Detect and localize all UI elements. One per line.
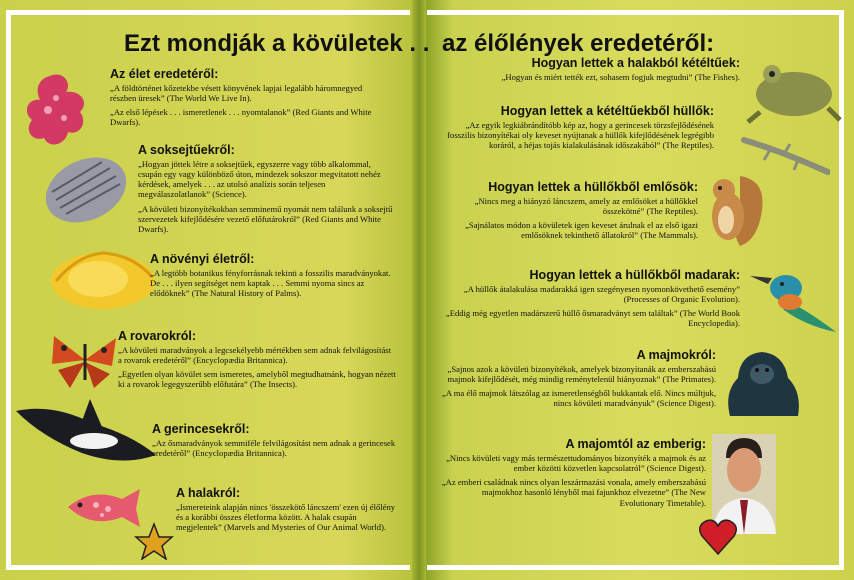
quote: „Eddig még egyetlen madárszerű hüllő ősmaradványt sem találtak” (The World Book Encyclopedia). — [445, 308, 740, 329]
quote: „A legtöbb botanikus fényforrásnak tekinti a fosszilis maradványokat. De . . . ilyen segítséget nem kaptak . . . Semmi nyoma sincs az elődöknek” (The Natural History of Palms). — [150, 268, 391, 299]
gorilla-illustration — [722, 348, 804, 420]
section-heading: Hogyan lettek a hüllőkből madarak: — [529, 268, 740, 282]
section-fish — [176, 486, 396, 536]
squirrel-illustration — [700, 170, 768, 250]
section-heading: Hogyan lettek a hüllőkből emlősök: — [488, 180, 698, 194]
starfish-illustration — [134, 522, 174, 560]
section-heading: Hogyan lettek a kétéltűekből hüllők: — [500, 104, 714, 118]
right-page-title: az élőlények eredetéről: — [442, 30, 715, 57]
quote: „A hüllők átalakulása madarakká igen szegényesen nyomonkövethető esemény” (Processes of Organic Evolution). — [463, 284, 740, 305]
quote: „A kövületi bizonyítékokban semminemű nyomát nem találunk a soksejtű szervezetek kifejlődésére vezető előfutárokról” (Red Giants and White Dwarfs). — [138, 203, 393, 234]
section-heading: Az élet eredetéről: — [110, 67, 219, 81]
quote: „Hogyan és miért tették ezt, sohasem fogjuk megtudni” (The Fishes). — [501, 72, 740, 82]
section-reptiles-to-mammals — [440, 180, 698, 245]
section-origin-of-life — [110, 67, 385, 132]
heart-illustration — [698, 518, 738, 556]
quote: „Az ősmaradványok semmiféle felvilágosítást nem adnak a gerincesek eredetéről” (Encyclopædia Britannica). — [152, 438, 396, 459]
quote: „Az egyik legkiábrándítóbb kép az, hogy a gerincesek törzsfejlődésének fosszilis bizonyítékai oly keveset nyújtanak a hüllők kifejlődésének legrégibb koráról, a héjas tojás kialakulásának időszakából” (The Reptiles). — [447, 120, 714, 151]
killer-whale-illustration — [12, 393, 160, 473]
quote: „Sajnos azok a kövületi bizonyítékok, amelyek bizonyítanák az emberszabású majmok kifejlődését, még mindig reménytelenül hiányoznak” (The Primates). — [447, 364, 716, 385]
section-heading: A majmokról: — [636, 348, 716, 362]
section-multicellular — [138, 143, 396, 238]
section-vertebrates — [152, 422, 396, 462]
quote: „Egyetlen olyan kövület sem ismeretes, amelyből megtudhatnánk, hogyan nézett ki a rovarok legegyszerűbb előfutára” (The Insects). — [118, 369, 396, 390]
quote: „Sajnálatos módon a kövületek igen keveset árulnak el az első igazi emlősöknek tekinthető állatokról” (The Mammals). — [465, 220, 698, 241]
quote: „Hogyan jöttek létre a soksejtűek, egyszerre vagy több alkalommal, csupán egy vagy különböző úton, mindezek sokszor megvitatott nehéz kérdések, amelyek . . . az utolsó analízis során teljesen megválaszolatlanok” (Science). — [138, 159, 381, 200]
section-heading: A halakról: — [176, 486, 241, 500]
fish-illustration — [62, 485, 142, 531]
quote: „Ismereteink alapján nincs 'összekötő láncszem' ezen új élőlény és a korábbi összes életforma között. A halak csupán megjelentek” (Marvels and Mysteries of Our Animal World). — [176, 502, 396, 533]
section-heading: A gerincesekről: — [152, 422, 250, 436]
microorganism-illustration — [20, 70, 92, 152]
section-heading: A soksejtűekről: — [138, 143, 235, 157]
quote: „A ma élő majmok látszólag az ismeretlenségből bukkantak elő. Nincs múltjuk, nincs kövületi maradványuk” (Science Digest). — [442, 388, 716, 409]
section-amphibians-to-reptiles — [440, 104, 714, 154]
section-plant-life — [150, 252, 396, 302]
quote: „Nincs meg a hiányzó láncszem, amely az emlősöket a hüllőkkel összekötné” (The Reptiles). — [474, 196, 698, 217]
quote: „A kövületi maradványok a legcsekélyebb mértékben sem adnak felvilágosítást a rovarok eredetéről” (Encyclopædia Britannica). — [118, 345, 391, 366]
left-page-title: Ezt mondják a kövületek . . — [124, 30, 430, 57]
section-apes — [440, 348, 716, 413]
section-heading: Hogyan lettek a halakból kétéltűek: — [531, 56, 740, 70]
section-heading: A rovarokról: — [118, 329, 197, 343]
kingfisher-bird-illustration — [746, 266, 846, 338]
yellow-flower-illustration — [48, 245, 158, 313]
frog-illustration — [746, 58, 842, 124]
section-insects — [118, 329, 396, 394]
trilobite-fossil-illustration — [40, 150, 132, 230]
section-heading: A majomtól az emberig: — [565, 437, 706, 451]
quote: „Nincs kövületi vagy más természettudományos bizonyíték a majmok és az ember közötti közvetlen kapcsolatról” (Science Digest). — [446, 453, 706, 474]
butterfly-illustration — [50, 330, 120, 390]
section-reptiles-to-birds — [440, 268, 740, 333]
section-ape-to-man — [440, 437, 706, 512]
book-gutter — [412, 0, 426, 580]
quote: „Az emberi családnak nincs olyan leszármazási vonala, amely emberszabású majmokhoz hasonló lényből mai fajunkhoz elvezetne” (The New Evolutionary Timetable). — [441, 477, 706, 508]
quote: „A földtörténet kőzetekbe vésett könyvének lapjai legalább háromnegyed részben üresek” (The World We Live In). — [110, 83, 363, 104]
section-heading: A növényi életről: — [150, 252, 255, 266]
section-fish-to-amphibians — [466, 56, 740, 86]
quote: „Az első lépések . . . ismeretlenek . . . nyomtalanok” (Red Giants and White Dwarfs). — [110, 107, 372, 128]
